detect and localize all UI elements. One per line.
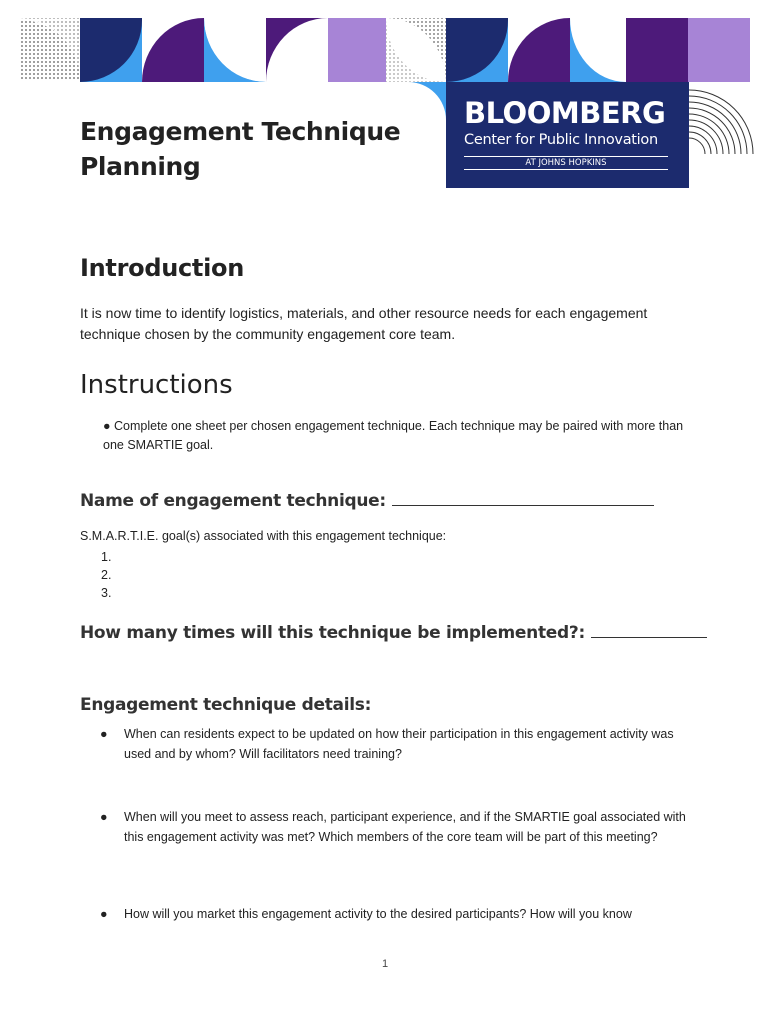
times-implemented-label: How many times will this technique be implemented?: [80,623,585,643]
technique-name-heading [80,489,654,511]
goal-number-3: 3. [101,586,112,600]
logo-subtitle: Center for Public Innovation [464,132,658,148]
title-line-2: Planning [80,152,201,181]
logo-brand: BLOOMBERG [464,96,666,130]
introduction-heading: Introduction [80,254,244,282]
detail-bullet-3: ● [100,907,108,921]
goals-intro: S.M.A.R.T.I.E. goal(s) associated with this engagement technique: [80,529,447,543]
introduction-text: It is now time to identify logistics, materials, and other resource needs for each engagement technique chosen by the community engagement core team. [80,305,648,342]
detail-item-2: When will you meet to assess reach, participant experience, and if the SMARTIE goal associated with this engagement activity was met? Which members of the core team will be part of this meeting? [124,810,686,844]
times-implemented-heading [80,621,707,643]
goal-number-1: 1. [101,550,112,564]
technique-name-blank[interactable] [392,489,654,506]
logo-affiliation: AT JOHNS HOPKINS [464,156,668,170]
instructions-heading: Instructions [80,370,233,400]
details-heading: Engagement technique details: [80,695,372,715]
bloomberg-logo [446,82,689,188]
technique-name-label: Name of engagement technique: [80,491,386,511]
detail-item-3: How will you market this engagement activity to the desired participants? How will you know [124,907,632,921]
instruction-item: ● Complete one sheet per chosen engagement technique. Each technique may be paired with more than one SMARTIE goal. [103,419,684,452]
page-title [80,114,400,184]
goal-list [101,548,111,602]
detail-item-1: When can residents expect to be updated on how their participation in this engagement activity was used and by whom? Will facilitators need training? [124,727,674,761]
page-number: 1 [381,958,389,970]
title-line-1: Engagement Technique [80,117,401,146]
detail-bullet-2: ● [100,810,108,824]
times-implemented-blank[interactable] [591,621,707,638]
goal-number-2: 2. [101,568,112,582]
detail-bullet-1: ● [100,727,108,741]
